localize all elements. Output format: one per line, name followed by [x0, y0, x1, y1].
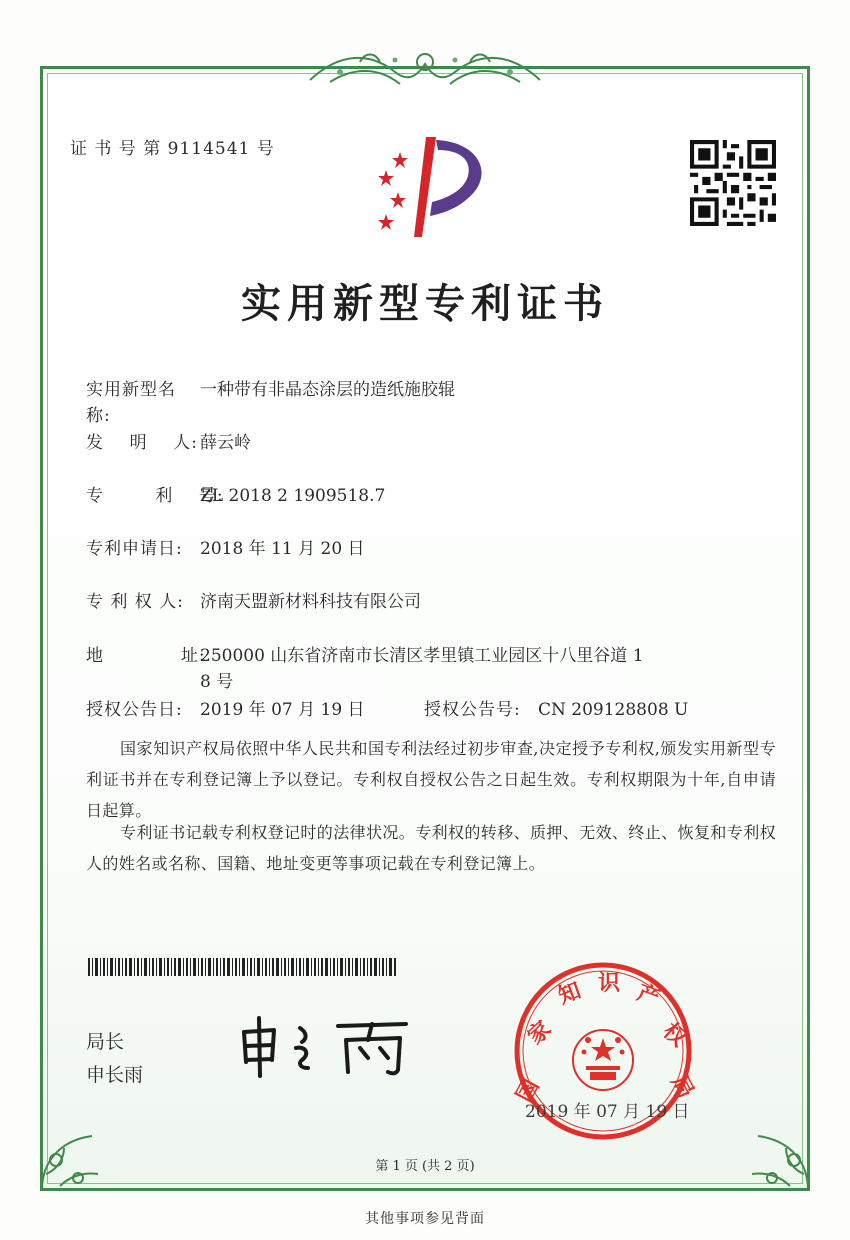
field-application-date	[86, 536, 365, 562]
field-patent-number	[86, 483, 385, 509]
field-label: 授权公告号:	[424, 700, 521, 720]
top-ornament	[300, 42, 550, 98]
svg-text:权: 权	[657, 1018, 691, 1052]
field-address	[86, 643, 644, 695]
body-paragraph-2: 专利证书记载专利权登记时的法律状况。专利权的转移、质押、无效、终止、恢复和专利权人的姓名或名称、国籍、地址变更等事项记载在专利登记簿上。	[86, 823, 777, 873]
svg-text:知: 知	[555, 978, 585, 1010]
field-label: 实用新型名称:	[86, 380, 176, 426]
field-value: 2019 年 07 月 19 日	[200, 700, 365, 720]
body-paragraph-1: 国家知识产权局依照中华人民共和国专利法经过初步审查,决定授予专利权,颁发实用新型专利证书并在专利登记簿上予以登记。专利权自授权公告之日起生效。专利权期限为十年,自申请日起算。	[86, 739, 776, 820]
field-utility-model-name	[86, 377, 455, 429]
address-value-block	[200, 643, 644, 695]
address-line-2: 8 号	[200, 672, 234, 692]
svg-text:产: 产	[633, 980, 663, 1012]
certificate-number-value: 9114541	[167, 139, 251, 159]
svg-text:家: 家	[523, 1016, 557, 1050]
field-value: 一种带有非晶态涂层的造纸施胶辊	[200, 380, 455, 400]
field-label: 专 利 权 人:	[86, 592, 184, 612]
qr-code-icon	[690, 140, 776, 226]
field-label: 专 利 号:	[86, 486, 224, 506]
cnipa-logo-icon	[356, 132, 496, 242]
svg-text:局: 局	[665, 1071, 698, 1103]
field-value: 济南天盟新材料科技有限公司	[200, 592, 421, 612]
field-patentee	[86, 589, 421, 615]
barcode-icon	[88, 958, 398, 976]
signatory-title: 局长	[86, 1031, 125, 1053]
page-number: 第 1 页 (共 2 页)	[375, 1159, 475, 1174]
certificate-number-label: 证 书 号 第	[70, 139, 162, 159]
handwritten-signature	[230, 1010, 430, 1080]
field-grant-number	[424, 697, 688, 723]
certificate-title: 实用新型专利证书	[241, 281, 609, 327]
field-label: 专利申请日:	[86, 539, 183, 559]
seal-date: 2019 年 07 月 19 日	[525, 1102, 690, 1122]
field-value: 2018 年 11 月 20 日	[200, 539, 365, 559]
field-grant-date	[86, 697, 365, 723]
svg-text:识: 识	[597, 971, 621, 996]
field-label: 发 明 人:	[86, 433, 198, 453]
field-label: 地 址:	[86, 646, 206, 666]
field-value: 薛云岭	[200, 433, 251, 453]
address-line-1: 250000 山东省济南市长清区孝里镇工业园区十八里谷道 1	[200, 646, 644, 666]
back-side-note: 其他事项参见背面	[365, 1211, 485, 1227]
certificate-number	[70, 134, 275, 159]
field-value: CN 209128808 U	[538, 700, 689, 720]
signatory-name: 申长雨	[86, 1064, 144, 1086]
field-inventor	[86, 430, 251, 456]
svg-text:国: 国	[512, 1075, 545, 1107]
field-label: 授权公告日:	[86, 700, 183, 720]
field-value: ZL 2018 2 1909518.7	[200, 486, 386, 506]
certificate-number-suffix: 号	[256, 139, 275, 159]
